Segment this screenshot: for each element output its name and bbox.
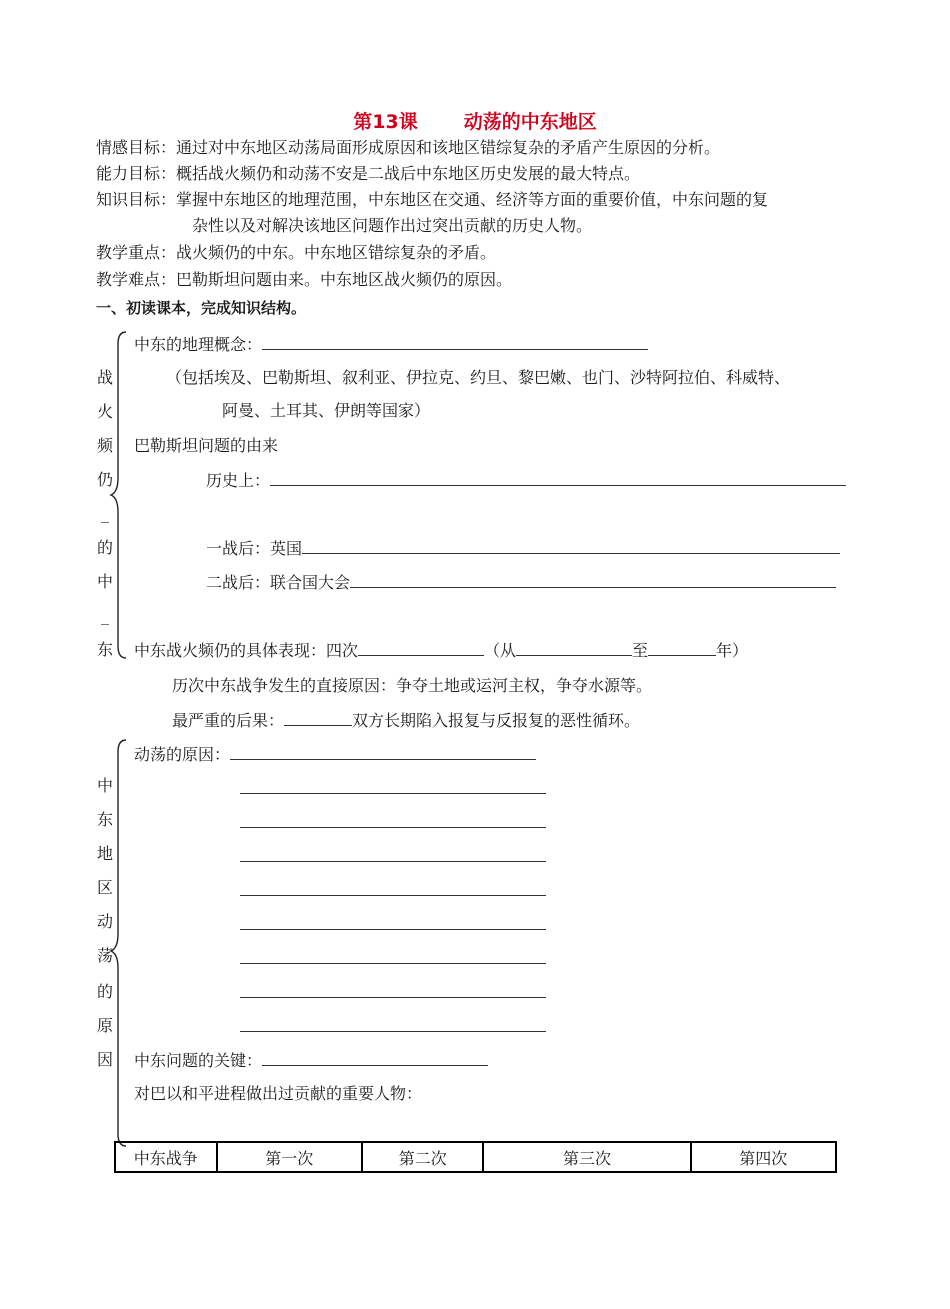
causes-line <box>240 812 546 833</box>
after-ww1-label: 一战后：英国 <box>206 539 303 558</box>
after-ww2-blank[interactable] <box>350 572 836 588</box>
after-ww1-blank[interactable] <box>302 538 840 554</box>
geo-concept-row <box>134 334 648 355</box>
key-blank[interactable] <box>262 1050 488 1066</box>
causes-line <box>240 982 546 1003</box>
after-ww2-label: 二战后：联合国大会 <box>206 573 351 592</box>
key-row <box>134 1050 488 1071</box>
geo-concept-label: 中东的地理概念： <box>134 335 263 354</box>
side-char: 区 <box>96 878 113 897</box>
causes-blank[interactable] <box>240 880 546 896</box>
causes-blank[interactable] <box>240 982 546 998</box>
causes-blank[interactable] <box>240 948 546 964</box>
objective-text: 巴勒斯坦问题由来。中东地区战火频仍的原因。 <box>176 270 513 289</box>
causes-line <box>240 778 546 799</box>
objective-knowledge-cont: 杂性以及对解决该地区问题作出过突出贡献的历史人物。 <box>192 216 593 235</box>
objective-emotion <box>96 138 720 158</box>
section2-brace <box>108 738 130 1148</box>
wars-from-blank[interactable] <box>516 640 632 656</box>
wars-label: 中东战火频仍的具体表现：四次 <box>134 641 359 660</box>
side-char: 中 <box>96 572 113 591</box>
side-char: 地 <box>96 844 113 863</box>
worst-suffix: 双方长期陷入报复与反报复的恶性循环。 <box>352 711 641 730</box>
side-char: 频 <box>96 436 113 455</box>
page-title <box>0 110 950 134</box>
wars-to-blank[interactable] <box>648 640 716 656</box>
causes-line <box>240 880 546 901</box>
wars-table <box>114 1141 837 1173</box>
side-char: 动 <box>96 912 113 931</box>
table-header-cell: 第一次 <box>217 1142 362 1172</box>
peace-people: 对巴以和平进程做出过贡献的重要人物： <box>134 1084 423 1103</box>
side-char: _ <box>101 504 109 523</box>
causes-line <box>240 846 546 867</box>
teaching-difficulty <box>96 270 512 290</box>
direct-cause: 历次中东战争发生的直接原因：争夺土地或运河主权，争夺水源等。 <box>172 676 653 695</box>
objective-text: 概括战火频仍和动荡不安是二战后中东地区历史发展的最大特点。 <box>176 164 641 183</box>
causes-blank[interactable] <box>230 744 536 760</box>
table-header-cell: 第三次 <box>483 1142 690 1172</box>
worst-label: 最严重的后果： <box>172 711 285 730</box>
objective-text: 通过对中东地区动荡局面形成原因和该地区错综复杂的矛盾产生原因的分析。 <box>176 138 721 157</box>
causes-blank[interactable] <box>240 812 546 828</box>
wars-to: 至 <box>632 641 649 660</box>
lesson-name: 动荡的中东地区 <box>463 111 597 133</box>
history-row <box>206 470 846 491</box>
side-char: _ <box>101 606 109 625</box>
causes-blank[interactable] <box>240 778 546 794</box>
causes-blank[interactable] <box>240 1016 546 1032</box>
causes-blank[interactable] <box>240 914 546 930</box>
objective-label: 知识目标： <box>96 190 177 209</box>
table-header-cell: 中东战争 <box>115 1142 217 1172</box>
wars-from: （从 <box>484 641 517 660</box>
history-label: 历史上： <box>206 471 271 490</box>
objective-text: 掌握中东地区的地理范围，中东地区在交通、经济等方面的重要价值，中东问题的复 <box>176 190 769 209</box>
table-header-cell: 第二次 <box>362 1142 484 1172</box>
objective-label: 教学难点： <box>96 270 177 289</box>
side-char: 火 <box>96 402 113 421</box>
worst-consequence-row <box>172 710 640 731</box>
objective-label: 能力目标： <box>96 164 177 183</box>
palestine-origin: 巴勒斯坦问题的由来 <box>134 436 279 455</box>
causes-blank[interactable] <box>240 846 546 862</box>
key-label: 中东问题的关键： <box>134 1051 263 1070</box>
side-char: 东 <box>96 640 113 659</box>
geo-concept-blank[interactable] <box>262 334 648 350</box>
countries-line1: （包括埃及、巴勒斯坦、叙利亚、伊拉克、约旦、黎巴嫩、也门、沙特阿拉伯、科威特、 <box>166 368 791 387</box>
table-header-cell: 第四次 <box>691 1142 836 1172</box>
causes-label: 动荡的原因： <box>134 745 231 764</box>
wars-row <box>134 640 748 661</box>
objective-ability <box>96 164 640 184</box>
side-char: 东 <box>96 810 113 829</box>
side-char: 中 <box>96 776 113 795</box>
countries-line2: 阿曼、土耳其、伊朗等国家） <box>222 401 431 420</box>
after-ww2-row <box>206 572 836 593</box>
side-char: 的 <box>96 538 113 557</box>
teaching-focus <box>96 243 496 263</box>
objective-knowledge <box>96 190 768 210</box>
side-char: 原 <box>96 1016 113 1035</box>
section-heading: 一、初读课本，完成知识结构。 <box>96 299 307 317</box>
side-char: 战 <box>96 368 113 387</box>
causes-row <box>134 744 536 765</box>
side-char: 因 <box>96 1050 113 1069</box>
objective-label: 教学重点： <box>96 243 177 262</box>
wars-year: 年） <box>716 641 749 660</box>
causes-line <box>240 914 546 935</box>
worst-blank[interactable] <box>284 710 352 726</box>
lesson-number: 第13课 <box>353 111 418 133</box>
after-ww1-row <box>206 538 840 559</box>
side-char: 荡 <box>96 946 113 965</box>
history-blank[interactable] <box>270 470 846 486</box>
objective-text: 战火频仍的中东。中东地区错综复杂的矛盾。 <box>176 243 497 262</box>
side-char: 仍 <box>96 470 113 489</box>
causes-line <box>240 948 546 969</box>
side-char: 的 <box>96 982 113 1001</box>
causes-line <box>240 1016 546 1037</box>
wars-count-blank[interactable] <box>358 640 484 656</box>
table-row <box>115 1142 836 1172</box>
objective-label: 情感目标： <box>96 138 177 157</box>
